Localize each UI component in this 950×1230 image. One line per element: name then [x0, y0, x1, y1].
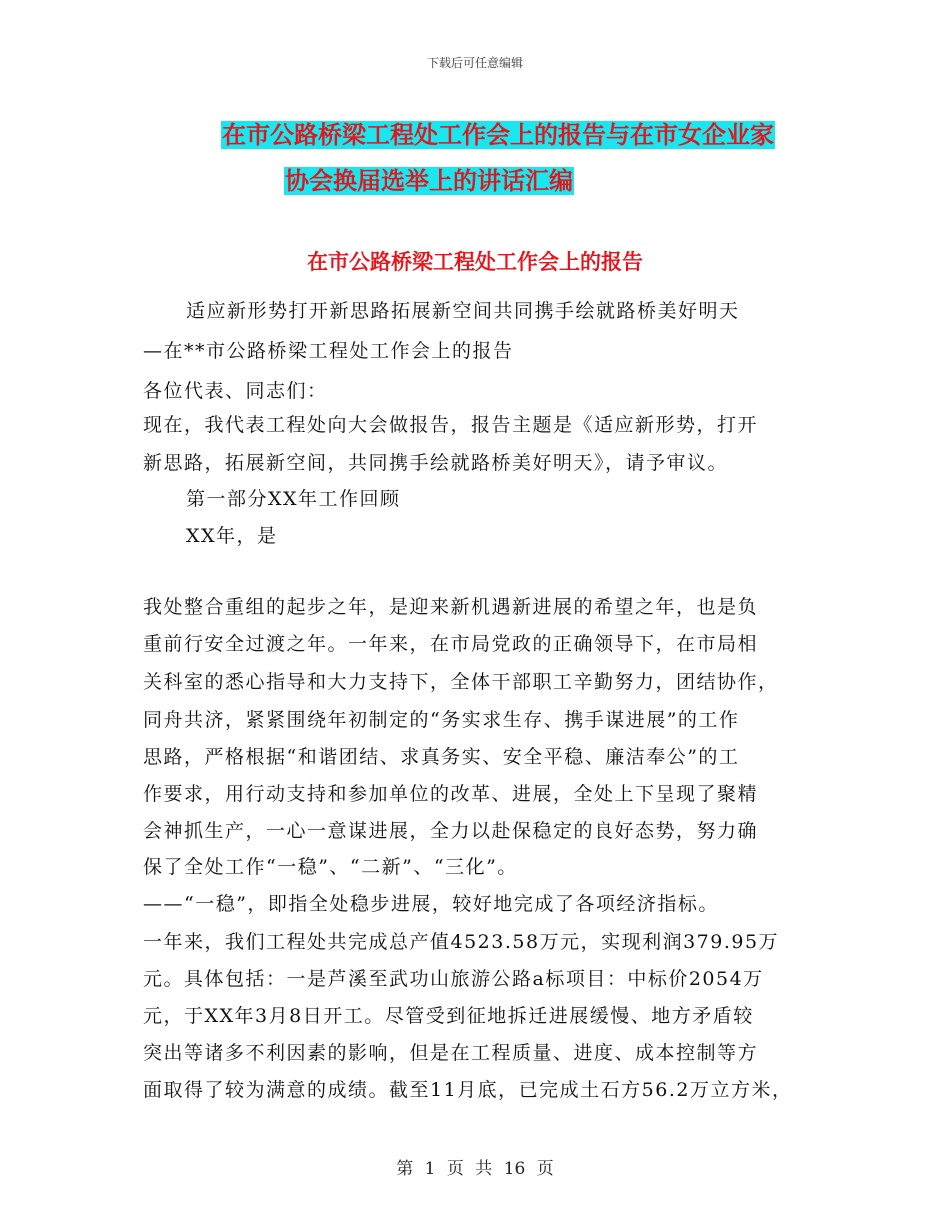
- section-title: 在市公路桥梁工程处工作会上的报告: [307, 250, 643, 274]
- paragraph-line: 新思路，拓展新空间，共同携手绘就路桥美好明天》，请予审议。: [143, 452, 729, 474]
- paragraph-line: 保了全处工作“一稳”、“二新”、“三化”。: [143, 856, 518, 878]
- paragraph-line: 元，于XX年3月8日开工。尽管受到征地拆迁进展缓慢、地方矛盾较: [143, 1005, 754, 1027]
- paragraph-line: ——“一稳”，即指全处稳步进展，较好地完成了各项经济指标。: [143, 893, 719, 915]
- paragraph-line: 突出等诸多不利因素的影响，但是在工程质量、进度、成本控制等方: [143, 1042, 759, 1064]
- salutation: 各位代表、同志们：: [143, 380, 328, 402]
- paragraph-line: XX年，是: [186, 525, 278, 547]
- document-title-line-1: 在市公路桥梁工程处工作会上的报告与在市女企业家: [222, 121, 774, 149]
- paragraph-line: 现在，我代表工程处向大会做报告，报告主题是《适应新形势，打开: [143, 414, 759, 436]
- paragraph-line: 一年来，我们工程处共完成总产值4523.58万元，实现利润379.95万: [143, 931, 780, 953]
- paragraph-line: 会神抓生产，一心一意谋进展，全力以赴保稳定的良好态势，努力确: [143, 820, 759, 842]
- paragraph-line: 关科室的悉心指导和大力支持下，全体干部职工辛勤努力，团结协作，: [143, 671, 779, 693]
- report-subtitle-dash: —在**市公路桥梁工程处工作会上的报告: [143, 340, 514, 362]
- paragraph-line: 我处整合重组的起步之年，是迎来新机遇新进展的希望之年，也是负: [143, 596, 759, 618]
- paragraph-line: 面取得了较为满意的成绩。截至11月底，已完成土石方56.2万立方米，: [143, 1079, 793, 1101]
- paragraph-line: 元。具体包括：一是芦溪至武功山旅游公路a标项目：中标价2054万: [143, 968, 764, 990]
- paragraph-line: 思路，严格根据“和谐团结、求真务实、安全平稳、廉洁奉公”的工: [143, 746, 740, 768]
- page-number: 第 1 页 共 16 页: [396, 1159, 554, 1179]
- document-title-line-2: 协会换届选举上的讲话汇编: [285, 167, 573, 195]
- page-header-note: 下载后可任意编辑: [426, 56, 523, 70]
- report-subtitle: 适应新形势打开新思路拓展新空间共同携手绘就路桥美好明天: [186, 300, 740, 322]
- paragraph-line: 重前行安全过渡之年。一年来，在市局党政的正确领导下，在市局相: [143, 633, 759, 655]
- paragraph-line: 作要求，用行动支持和参加单位的改革、进展，全处上下呈现了聚精: [143, 783, 759, 805]
- part-heading: 第一部分XX年工作回顾: [186, 488, 401, 510]
- paragraph-line: 同舟共济，紧紧围绕年初制定的“务实求生存、携手谋进展”的工作: [143, 709, 740, 731]
- document-title: [0, 112, 950, 204]
